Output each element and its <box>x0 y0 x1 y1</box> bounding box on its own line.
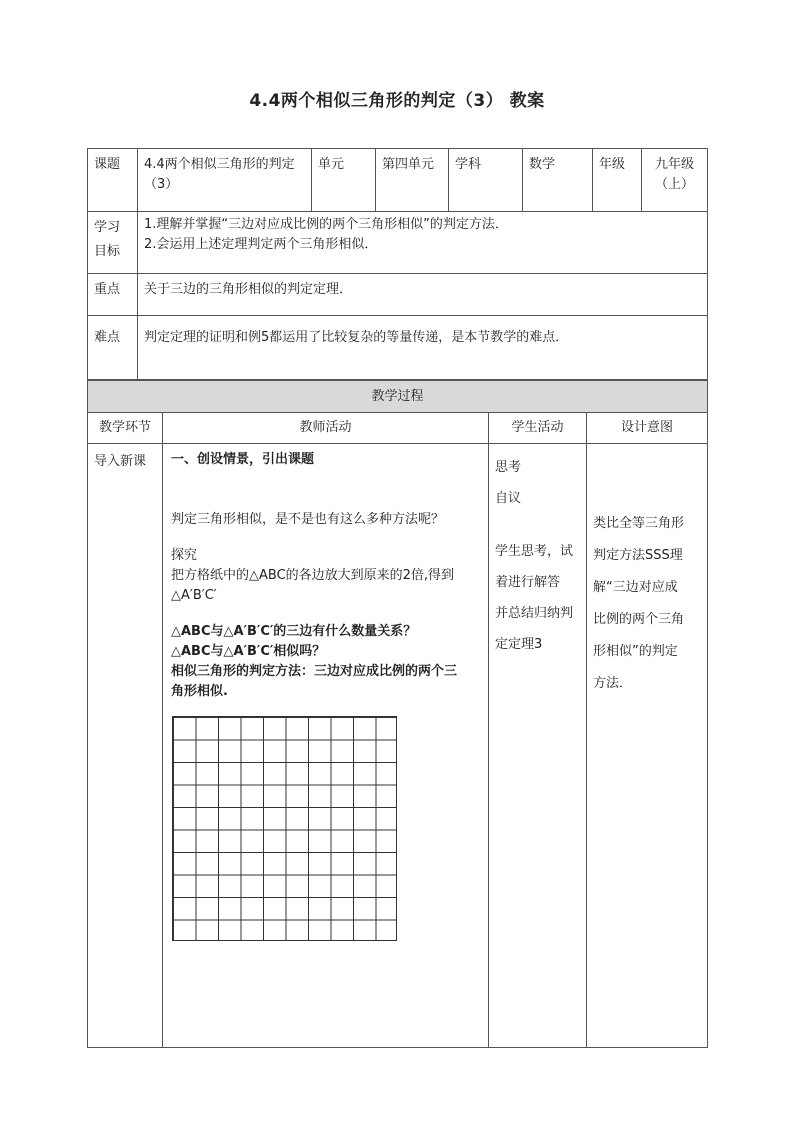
course-row <box>88 149 708 212</box>
course-value-line2: （3） <box>144 177 179 192</box>
teacher-q2: △ABC与△A′B′C′相似吗？ <box>171 644 326 659</box>
page-title: 4.4两个相似三角形的判定（3） 教案 <box>249 91 545 111</box>
unit-label: 单元 <box>312 149 376 212</box>
header-teacher: 教师活动 <box>163 413 489 444</box>
student-line3: 学生思考，试 <box>495 544 574 559</box>
intent-line1: 类比全等三角形 <box>593 516 685 531</box>
subject-value: 数学 <box>523 149 593 212</box>
teacher-method-line1: 相似三角形的判定方法：三边对应成比例的两个三 <box>171 664 458 679</box>
objectives-label-line1: 学习 <box>94 220 121 235</box>
grade-label: 年级 <box>593 149 642 212</box>
student-line5: 并总结归纳判 <box>495 606 574 621</box>
key-point-label: 重点 <box>88 274 138 316</box>
difficulty-text: 判定定理的证明和例5都运用了比较复杂的等量传递，是本节教学的难点． <box>138 316 708 380</box>
student-line6: 定定理3 <box>495 637 543 652</box>
subject-label: 学科 <box>449 149 523 212</box>
intent-line6: 方法． <box>593 676 633 691</box>
teacher-question: 判定三角形相似，是不是也有这么多种方法呢？ <box>171 512 445 527</box>
grade-value-line2: （上） <box>654 177 694 192</box>
student-activity <box>489 444 587 1048</box>
teacher-heading: 一、创设情景，引出课题 <box>171 452 315 467</box>
process-header-row <box>88 413 708 444</box>
objectives-row <box>88 212 708 274</box>
objectives-label <box>88 212 138 274</box>
objective-item-2: 2.会运用上述定理判定两个三角形相似． <box>144 237 378 252</box>
student-line2: 自议 <box>495 491 522 506</box>
teacher-q1: △ABC与△A′B′C′的三边有什么数量关系？ <box>171 624 417 639</box>
grade-value <box>642 149 708 212</box>
objective-item-1: 1.理解并掌握“三边对应成比例的两个三角形相似”的判定方法． <box>144 217 508 232</box>
process-banner: 教学过程 <box>88 381 708 413</box>
header-stage: 教学环节 <box>88 413 163 444</box>
teacher-explore: 探究 <box>171 548 198 563</box>
header-student: 学生活动 <box>489 413 587 444</box>
process-banner-row <box>88 381 708 413</box>
key-point-row <box>88 274 708 316</box>
teacher-task-line1: 把方格纸中的△ABC的各边放大到原来的2倍,得到 <box>171 568 455 583</box>
teacher-task-line2: △A′B′C′ <box>171 588 217 603</box>
course-value-line1: 4.4两个相似三角形的判定 <box>144 157 295 172</box>
intent-line2: 判定方法SSS理 <box>593 548 683 563</box>
intent-line5: 形相似”的判定 <box>593 644 678 659</box>
course-value <box>138 149 312 212</box>
teacher-method-line2: 角形相似. <box>171 684 228 699</box>
unit-value: 第四单元 <box>376 149 449 212</box>
student-line1: 思考 <box>495 460 522 475</box>
course-label: 课题 <box>88 149 138 212</box>
difficulty-label: 难点 <box>88 316 138 380</box>
intent-line3: 解“三边对应成 <box>593 580 678 595</box>
student-line4: 着进行解答 <box>495 575 561 590</box>
header-intent: 设计意图 <box>587 413 708 444</box>
intent-line4: 比例的两个三角 <box>593 612 685 627</box>
objectives-label-line2: 目标 <box>94 244 121 259</box>
grade-value-line1: 九年级 <box>654 157 694 172</box>
square-grid-paper <box>172 716 397 941</box>
difficulty-row <box>88 316 708 380</box>
objectives-content <box>138 212 708 274</box>
key-point-text: 关于三边的三角形相似的判定定理． <box>138 274 708 316</box>
stage-cell: 导入新课 <box>88 444 163 1048</box>
process-table <box>87 380 708 1048</box>
design-intent <box>587 444 708 1048</box>
info-table <box>87 148 708 380</box>
